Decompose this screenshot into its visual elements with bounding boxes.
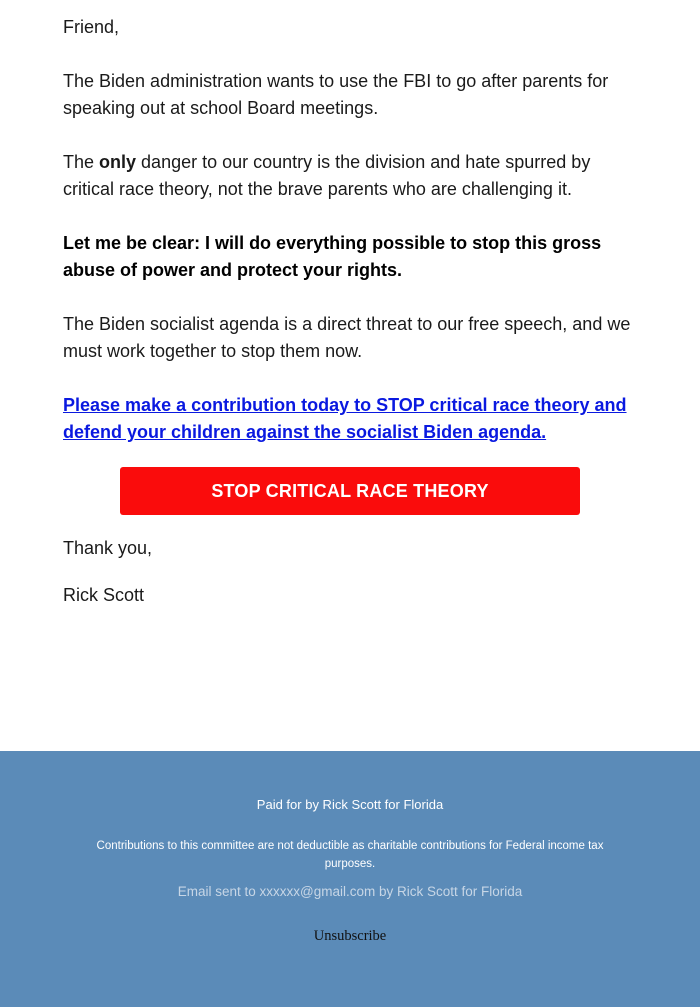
paragraph-be-clear: Let me be clear: I will do everything possible to stop this gross abuse of power and protect your rights.	[63, 233, 602, 280]
paragraph-danger-after: danger to our country is the division and hate spurred by critical race theory, not the brave parents who are challenging it.	[63, 152, 591, 199]
sent-to-notice: Email sent to xxxxxx@gmail.com by Rick Scott for Florida	[177, 884, 523, 899]
greeting: Friend,	[63, 17, 120, 37]
paragraph-agenda: The Biden socialist agenda is a direct threat to our free speech, and we must work together to stop them now.	[63, 314, 631, 361]
closing: Thank you,	[63, 538, 153, 558]
paragraph-danger	[63, 149, 643, 203]
email-footer	[0, 751, 700, 1007]
paragraph-fbi: The Biden administration wants to use the FBI to go after parents for speaking out at school Board meetings.	[63, 71, 609, 118]
contribution-link[interactable]: Please make a contribution today to STOP critical race theory and defend your children against the socialist Biden agenda.	[63, 395, 627, 442]
signature: Rick Scott	[63, 585, 145, 605]
unsubscribe-link[interactable]: Unsubscribe	[313, 928, 387, 944]
contribution-paragraph	[63, 392, 643, 446]
tax-disclaimer: Contributions to this committee are not deductible as charitable contributions for Federal income tax purposes.	[96, 840, 604, 870]
paid-for-notice: Paid for by Rick Scott for Florida	[256, 797, 444, 812]
paragraph-danger-before: The	[63, 152, 100, 172]
paragraph-danger-emphasis: only	[99, 152, 137, 172]
stop-crt-button[interactable]: STOP CRITICAL RACE THEORY	[120, 467, 580, 515]
